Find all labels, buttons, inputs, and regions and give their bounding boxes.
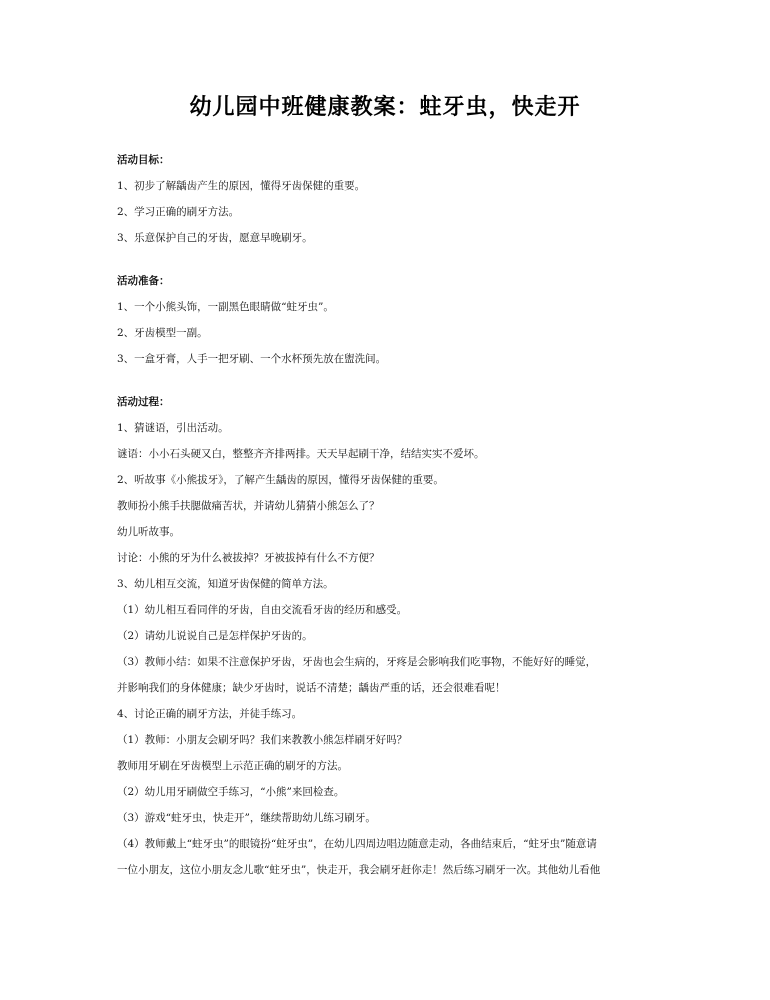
process-line: 4、讨论正确的刷牙方法，并徒手练习。 bbox=[117, 708, 303, 720]
document-title: 幼儿园中班健康教案：蛀牙虫，快走开 bbox=[189, 95, 581, 120]
preparation-item: 3、一盒牙膏，人手一把牙刷、一个水杯预先放在盥洗间。 bbox=[117, 353, 387, 365]
process-line: 教师用牙刷在牙齿模型上示范正确的刷牙的方法。 bbox=[117, 760, 348, 772]
process-line: 3、幼儿相互交流，知道牙齿保健的简单方法。 bbox=[117, 578, 334, 590]
process-line: 一位小朋友，这位小朋友念儿歌“蛀牙虫”，快走开，我会刷牙赶你走！然后练习刷牙一次。其他幼儿看他 bbox=[117, 864, 601, 876]
document-body bbox=[117, 147, 662, 883]
process-line: （4）教师戴上“蛀牙虫”的眼镜扮“蛀牙虫”，在幼儿四周边唱边随意走动，各曲结束后，“蛀牙虫”随意请 bbox=[117, 838, 597, 850]
section-goals bbox=[117, 147, 662, 251]
process-line: 2、听故事《小熊拔牙》，了解产生龋齿的原因，懂得牙齿保健的重要。 bbox=[117, 474, 444, 486]
process-line: 讨论：小熊的牙为什么被拔掉？牙被拔掉有什么不方便？ bbox=[117, 552, 380, 564]
section-process bbox=[117, 389, 662, 883]
preparation-item: 1、一个小熊头饰，一副黑色眼睛做“蛀牙虫”。 bbox=[117, 301, 334, 313]
section-spacer bbox=[117, 251, 662, 268]
section-spacer bbox=[117, 372, 662, 389]
process-line: 谜语：小小石头硬又白，整整齐齐排两排。天天早起刷干净，结结实实不爱坏。 bbox=[117, 448, 485, 460]
process-line: （2）请幼儿说说自己是怎样保护牙齿的。 bbox=[117, 630, 313, 642]
process-line: 并影响我们的身体健康；缺少牙齿时，说话不清楚；龋齿严重的话，还会很难看呢！ bbox=[117, 682, 506, 694]
process-line: （1）教师：小朋友会刷牙吗？我们来教教小熊怎样刷牙好吗？ bbox=[117, 734, 408, 746]
process-line: 幼儿听故事。 bbox=[117, 526, 180, 538]
preparation-item: 2、牙齿模型一副。 bbox=[117, 327, 208, 339]
process-line: （1）幼儿相互看同伴的牙齿，自由交流看牙齿的经历和感受。 bbox=[117, 604, 408, 616]
section-preparation bbox=[117, 268, 662, 372]
process-line: （3）游戏“蛀牙虫，快走开”，继续帮助幼儿练习刷牙。 bbox=[117, 812, 376, 824]
section-heading-preparation: 活动准备： bbox=[117, 275, 170, 287]
goal-item: 2、学习正确的刷牙方法。 bbox=[117, 206, 240, 218]
process-line: 教师扮小熊手扶腮做痛苦状，并请幼儿猜猜小熊怎么了？ bbox=[117, 500, 380, 512]
process-line: （3）教师小结：如果不注意保护牙齿，牙齿也会生病的，牙疼是会影响我们吃事物，不能好好的睡觉， bbox=[117, 656, 597, 668]
process-line: （2）幼儿用牙刷做空手练习，“小熊”来回检查。 bbox=[117, 786, 345, 798]
goal-item: 3、乐意保护自己的牙齿，愿意早晚刷牙。 bbox=[117, 232, 313, 244]
section-heading-goals: 活动目标： bbox=[117, 154, 170, 166]
section-heading-process: 活动过程： bbox=[117, 396, 170, 408]
goal-item: 1、初步了解龋齿产生的原因，懂得牙齿保健的重要。 bbox=[117, 180, 366, 192]
process-line: 1、猜谜语，引出活动。 bbox=[117, 422, 229, 434]
